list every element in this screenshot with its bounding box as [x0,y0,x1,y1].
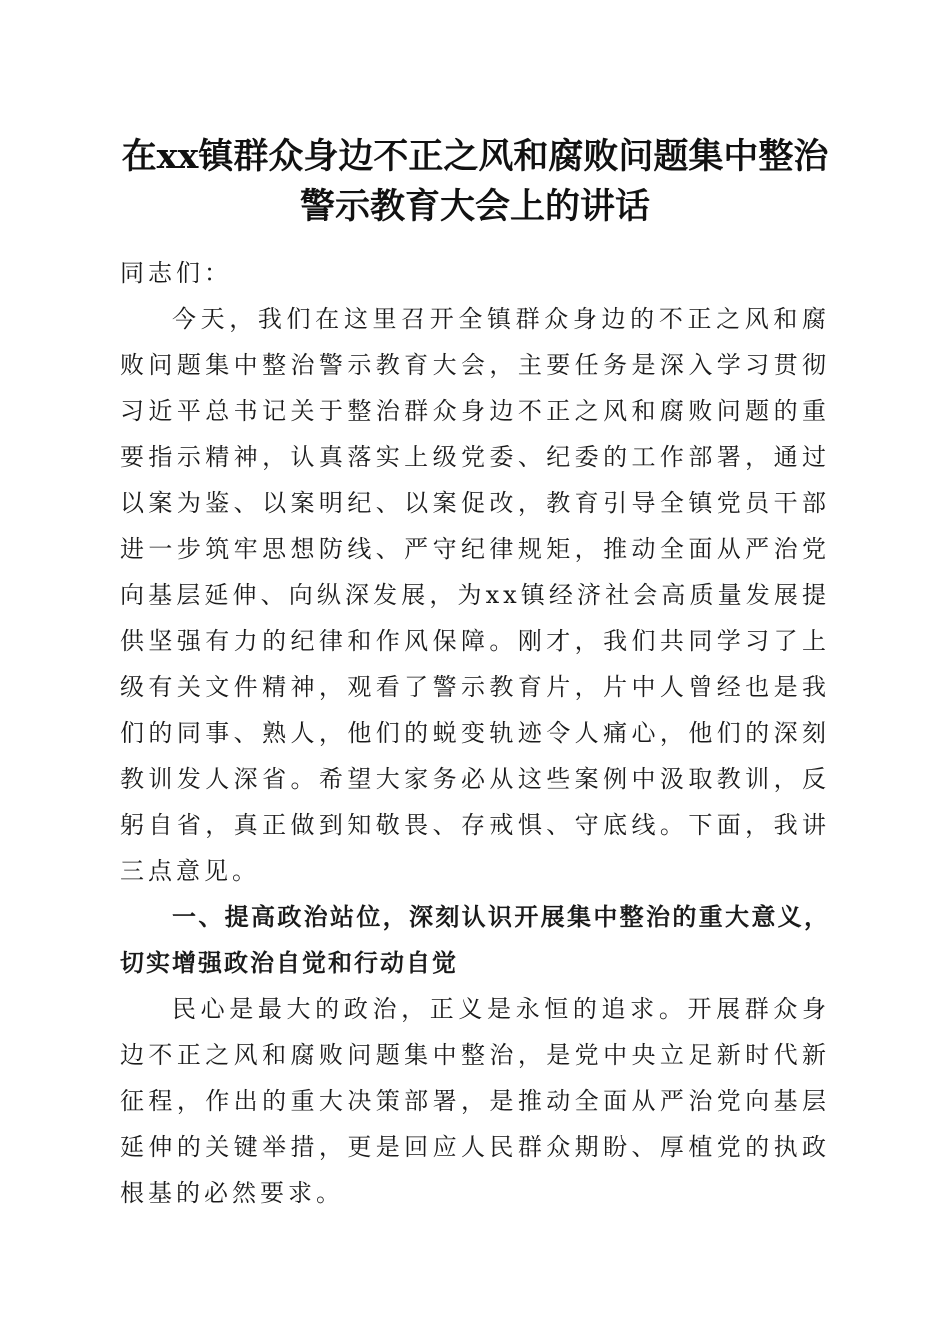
salutation: 同志们： [120,259,232,287]
opening-paragraph: 今天，我们在这里召开全镇群众身边的不正之风和腐败问题集中整治警示教育大会，主要任务是深入学习贯彻习近平总书记关于整治群众身边不正之风和腐败问题的重要指示精神，认真落实上级党委、纪委的工作部署，通过以案为鉴、以案明纪、以案促改，教育引导全镇党员干部进一步筑牢思想防线、严守纪律规矩，推动全面从严治党向基层延伸、向纵深发展，为xx镇经济社会高质量发展提供坚强有力的纪律和作风保障。刚才，我们共同学习了上级有关文件精神，观看了警示教育片，片中人曾经也是我们的同事、熟人，他们的蜕变轨迹令人痛心，他们的深刻教训发人深省。希望大家务必从这些案例中汲取教训，反躬自省，真正做到知敬畏、存戒惧、守底线。下面，我讲三点意见。 [120,305,830,885]
document-title: 在xx镇群众身边不正之风和腐败问题集中整治警示教育大会上的讲话 [121,136,829,227]
section-heading: 一、提高政治站位，深刻认识开展集中整治的重大意义，切实增强政治自觉和行动自觉 [120,903,830,977]
document-body [120,250,830,1216]
section-paragraph: 民心是最大的政治，正义是永恒的追求。开展群众身边不正之风和腐败问题集中整治，是党中央立足新时代新征程，作出的重大决策部署，是推动全面从严治党向基层延伸的关键举措，更是回应人民群众期盼、厚植党的执政根基的必然要求。 [120,995,830,1207]
